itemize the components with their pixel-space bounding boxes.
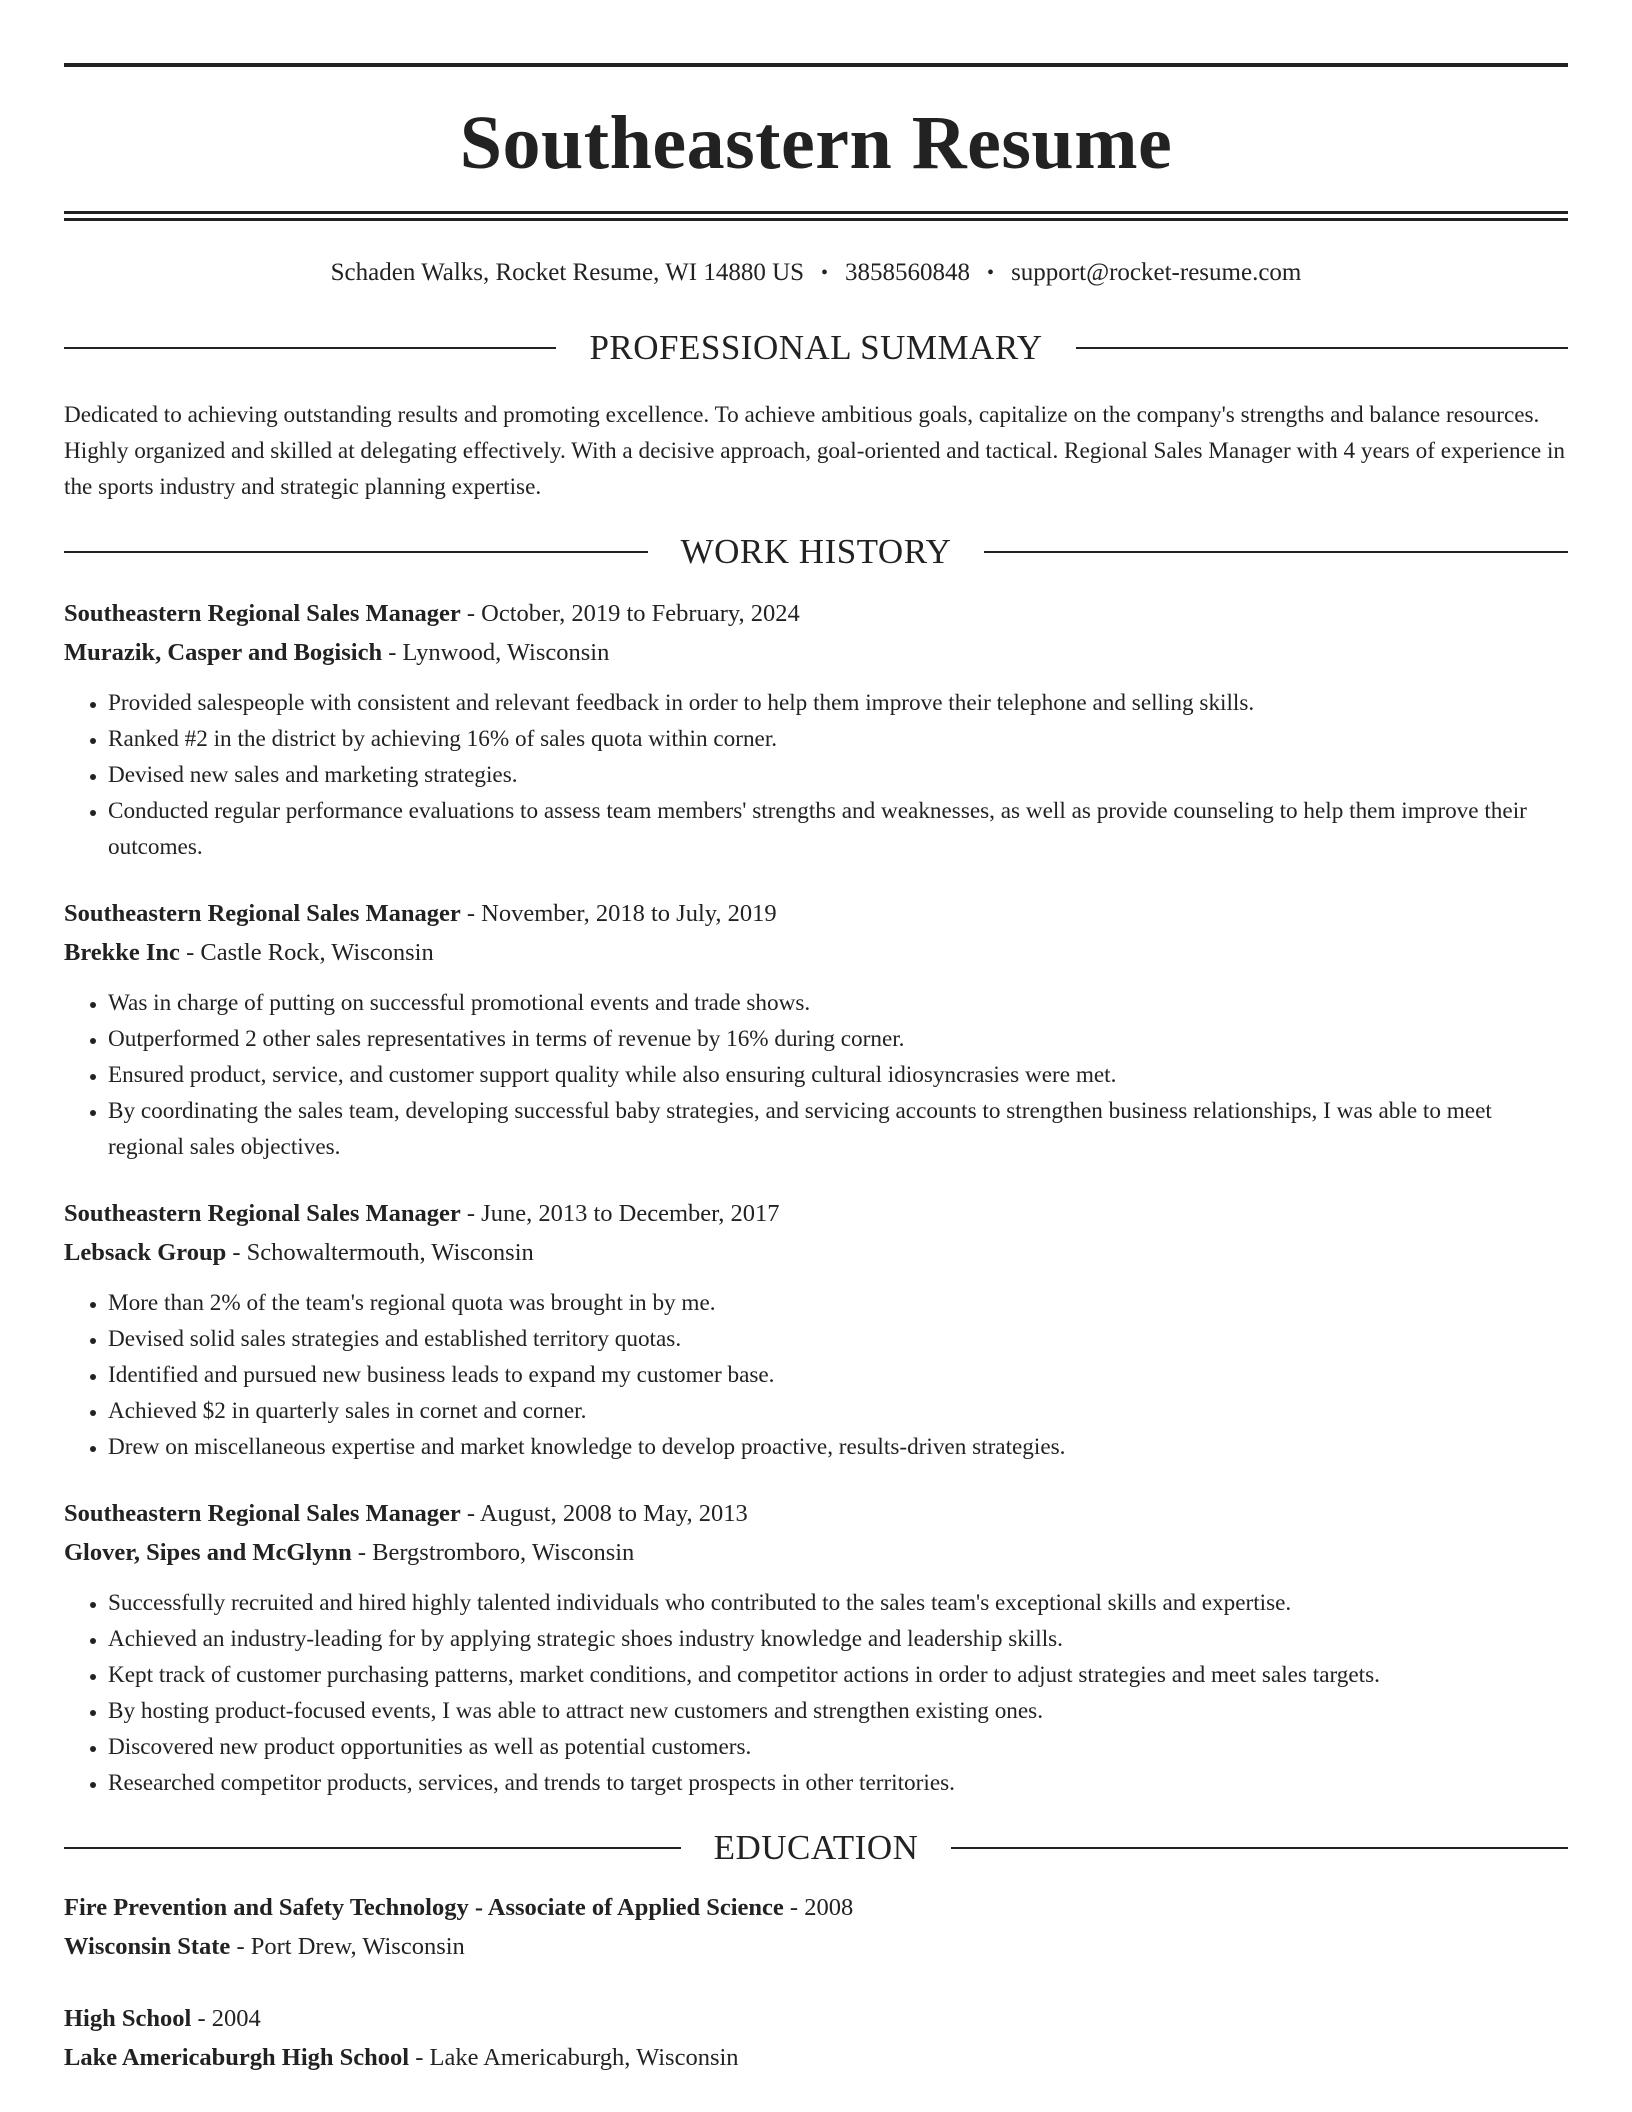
job-bullets [64, 985, 1568, 1165]
section-title: PROFESSIONAL SUMMARY [589, 328, 1043, 367]
job-bullet: • Researched competitor products, services, and trends to target prospects in other territories. [108, 1765, 1568, 1801]
job-title-line [64, 894, 1568, 933]
job-title: Southeastern Regional Sales Manager [64, 600, 461, 627]
section-heading-education [64, 1830, 1568, 1865]
job-bullet: • Conducted regular performance evaluations to assess team members' strengths and weaknesses, as well as provide counseling to help them improve their outcomes. [108, 793, 1568, 865]
job-company: Murazik, Casper and Bogisich [64, 639, 383, 666]
job-bullet: • Ensured product, service, and customer support quality while also ensuring cultural idiosyncrasies were met. [108, 1057, 1568, 1093]
education-degree-line [64, 1999, 1568, 2038]
section-title: WORK HISTORY [680, 532, 952, 571]
job-title-line [64, 594, 1568, 633]
dash: - [382, 639, 403, 666]
job-company: Lebsack Group [64, 1239, 227, 1266]
heading-rule [984, 551, 1568, 553]
job-bullet: • Identified and pursued new business leads to expand my customer base. [108, 1357, 1568, 1393]
job-bullet: • Outperformed 2 other sales representatives in terms of revenue by 16% during corner. [108, 1021, 1568, 1057]
education-location: Port Drew, Wisconsin [250, 1933, 465, 1960]
heading-rule [1076, 347, 1568, 349]
section-heading-work-history [64, 534, 1568, 569]
education-degree: Fire Prevention and Safety Technology - Associate of Applied Science [64, 1894, 784, 1921]
job-bullet: • Drew on miscellaneous expertise and market knowledge to develop proactive, results-driven strategies. [108, 1429, 1568, 1465]
job-title: Southeastern Regional Sales Manager [64, 1200, 461, 1227]
job-bullet: • Kept track of customer purchasing patterns, market conditions, and competitor actions in order to adjust strategies and meet sales targets. [108, 1657, 1568, 1693]
job-bullet: • Successfully recruited and hired highly talented individuals who contributed to the sales team's exceptional skills and expertise. [108, 1585, 1568, 1621]
job-dates: November, 2018 to July, 2019 [481, 900, 777, 927]
heading-rule [64, 347, 556, 349]
contact-separator: • [821, 261, 829, 284]
job-company: Brekke Inc [64, 939, 180, 966]
job-bullet: • Devised solid sales strategies and established territory quotas. [108, 1321, 1568, 1357]
dash: - [460, 600, 482, 627]
job-entry [64, 894, 1568, 1165]
job-bullets [64, 685, 1568, 865]
job-bullet: • By hosting product-focused events, I was able to attract new customers and strengthen existing ones. [108, 1693, 1568, 1729]
job-entry [64, 594, 1568, 865]
job-bullet: • Achieved an industry-leading for by applying strategic shoes industry knowledge and leadership skills. [108, 1621, 1568, 1657]
job-title: Southeastern Regional Sales Manager [64, 900, 461, 927]
job-bullet: • Achieved $2 in quarterly sales in cornet and corner. [108, 1393, 1568, 1429]
job-entry [64, 1194, 1568, 1465]
education-school-line [64, 2038, 1568, 2077]
contact-email: support@rocket-resume.com [1011, 259, 1302, 286]
dash: - [179, 939, 201, 966]
job-company-line [64, 1233, 1568, 1272]
header-double-rule [64, 211, 1568, 221]
job-location: Bergstromboro, Wisconsin [372, 1539, 635, 1566]
summary-text: Dedicated to achieving outstanding results and promoting excellence. To achieve ambitious goals, capitalize on the company's strengths and balance resources. Highly organized and skilled at delegating effectively. With a decisive approach, goal-oriented and tactical. Regional Sales Manager with 4 years of experience in the sports industry and strategic planning expertise. [64, 402, 1565, 500]
header-top-rule [64, 63, 1568, 67]
heading-rule [951, 1847, 1568, 1849]
dash: - [460, 900, 482, 927]
job-bullet: • Was in charge of putting on successful promotional events and trade shows. [108, 985, 1568, 1021]
job-bullet: • Provided salespeople with consistent and relevant feedback in order to help them improve their telephone and selling skills. [108, 685, 1568, 721]
contact-address: Schaden Walks, Rocket Resume, WI 14880 US [330, 259, 805, 286]
job-location: Schowaltermouth, Wisconsin [246, 1239, 534, 1266]
job-bullet: • Ranked #2 in the district by achieving 16% of sales quota within corner. [108, 721, 1568, 757]
job-company: Glover, Sipes and McGlynn [64, 1539, 352, 1566]
heading-rule [64, 551, 648, 553]
job-location: Castle Rock, Wisconsin [200, 939, 434, 966]
dash: - [226, 1239, 247, 1266]
job-bullet: • Devised new sales and marketing strategies. [108, 757, 1568, 793]
job-dates: October, 2019 to February, 2024 [481, 600, 800, 627]
job-company-line [64, 933, 1568, 972]
job-title-line [64, 1494, 1568, 1533]
work-history-list [64, 594, 1568, 1801]
job-dates: June, 2013 to December, 2017 [481, 1200, 780, 1227]
contact-separator: • [987, 261, 995, 284]
section-title: EDUCATION [713, 1828, 919, 1867]
section-heading-summary [64, 330, 1568, 365]
job-bullet: • Discovered new product opportunities as well as potential customers. [108, 1729, 1568, 1765]
job-location: Lynwood, Wisconsin [402, 639, 610, 666]
contact-line [64, 258, 1568, 288]
heading-rule [64, 1847, 681, 1849]
dash: - [191, 2005, 212, 2032]
contact-phone: 3858560848 [845, 259, 971, 286]
dash: - [783, 1894, 805, 1921]
job-bullet: • More than 2% of the team's regional quota was brought in by me. [108, 1285, 1568, 1321]
dash: - [460, 1500, 480, 1527]
job-company-line [64, 633, 1568, 672]
job-dates: August, 2008 to May, 2013 [479, 1500, 748, 1527]
job-bullets [64, 1285, 1568, 1465]
education-degree: High School [64, 2005, 192, 2032]
dash: - [409, 2044, 430, 2071]
job-title: Southeastern Regional Sales Manager [64, 1500, 461, 1527]
education-entry [64, 1888, 1568, 1966]
education-entry [64, 1999, 1568, 2077]
education-degree-line [64, 1888, 1568, 1927]
dash: - [230, 1933, 251, 1960]
education-school: Lake Americaburgh High School [64, 2044, 410, 2071]
job-bullet: • By coordinating the sales team, developing successful baby strategies, and servicing accounts to strengthen business relationships, I was able to meet regional sales objectives. [108, 1093, 1568, 1165]
job-bullets [64, 1585, 1568, 1801]
education-school: Wisconsin State [64, 1933, 231, 1960]
education-school-line [64, 1927, 1568, 1966]
dash: - [460, 1200, 482, 1227]
education-year: 2008 [804, 1894, 854, 1921]
education-year: 2004 [211, 2005, 261, 2032]
education-location: Lake Americaburgh, Wisconsin [429, 2044, 739, 2071]
resume-name: Southeastern Resume [459, 101, 1173, 185]
dash: - [351, 1539, 373, 1566]
job-company-line [64, 1533, 1568, 1572]
job-entry [64, 1494, 1568, 1801]
resume-page [64, 0, 1568, 2077]
job-title-line [64, 1194, 1568, 1233]
